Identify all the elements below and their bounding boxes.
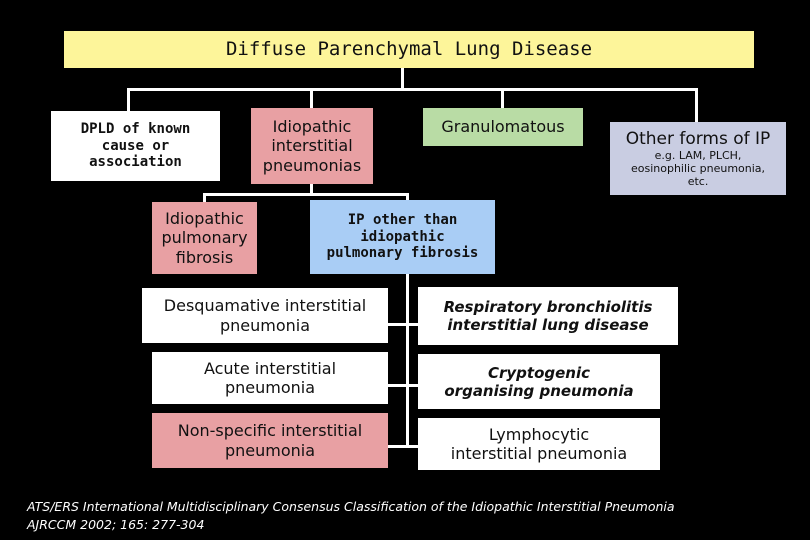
box-detail-line: eosinophilic pneumonia,: [630, 162, 766, 176]
diagram-title-text: Diffuse Parenchymal Lung Disease: [225, 38, 593, 61]
box-text-line: fibrosis: [175, 247, 234, 267]
connector-acute: [388, 384, 419, 387]
box-text-line: Acute interstitial: [203, 358, 337, 378]
box-text-line: pulmonary fibrosis: [326, 245, 479, 262]
box-text-line: organising pneumonia: [444, 381, 634, 400]
box-text-line: pneumonia: [224, 440, 316, 460]
box-respiratory-bronchiolitis-ild: [418, 287, 678, 345]
box-text-line: IP other than: [347, 211, 458, 228]
box-text-line: Idiopathic: [165, 209, 244, 229]
box-text-line: association: [89, 154, 182, 171]
box-other-forms-of-ip: [610, 122, 786, 195]
box-lymphocytic-interstitial-pneumonia: [418, 418, 660, 470]
connector-desquamative: [388, 323, 419, 326]
citation-line: ATS/ERS International Multidisciplinary Consensus Classification of the Idiopathic Interstitial Pneumonia: [27, 499, 675, 514]
box-desquamative-interstitial-pneumonia: [142, 288, 388, 343]
box-text-line: Desquamative interstitial: [163, 296, 367, 316]
box-text-line: pneumonias: [262, 155, 362, 175]
connector-granulomatous: [501, 88, 504, 109]
connector-known: [127, 88, 130, 112]
box-heading: Other forms of IP: [625, 128, 771, 149]
box-detail-line: e.g. LAM, PLCH,: [654, 148, 742, 162]
connector-top-horizontal: [127, 88, 698, 91]
citation: [27, 498, 675, 534]
connector-iip: [310, 88, 313, 109]
box-text-line: Idiopathic: [272, 117, 352, 137]
box-dpld-known-cause: [51, 111, 220, 181]
box-idiopathic-pulmonary-fibrosis: [152, 202, 257, 274]
connector-other: [695, 88, 698, 123]
connector-nonspecific: [388, 445, 419, 448]
box-text-line: Non-specific interstitial: [177, 421, 363, 441]
box-non-specific-interstitial-pneumonia: [152, 413, 388, 468]
connector-title-stem: [401, 68, 404, 90]
box-text-line: DPLD of known: [80, 120, 191, 137]
box-text-line: pulmonary: [161, 228, 248, 248]
connector-ip-other-trunk: [406, 274, 409, 447]
box-text-line: idiopathic: [360, 228, 445, 245]
box-text-line: cause or: [101, 137, 170, 154]
box-text-line: interstitial pneumonia: [450, 444, 628, 463]
box-granulomatous: [423, 108, 583, 146]
box-text-line: interstitial: [271, 136, 353, 156]
box-text-line: interstitial lung disease: [447, 316, 649, 334]
box-text-line: Cryptogenic: [487, 363, 591, 382]
box-ip-other-than-ipf: [310, 200, 495, 274]
box-text-line: Lymphocytic: [488, 424, 590, 444]
box-acute-interstitial-pneumonia: [152, 352, 388, 404]
box-idiopathic-interstitial-pneumonias: [251, 108, 373, 184]
box-text-line: pneumonia: [219, 315, 311, 335]
box-detail-line: etc.: [687, 175, 709, 189]
citation-line: AJRCCM 2002; 165: 277-304: [27, 517, 205, 532]
diagram-title: [64, 31, 754, 68]
box-text-line: pneumonia: [224, 378, 316, 397]
box-text-line: Granulomatous: [441, 117, 565, 137]
box-cryptogenic-organising-pneumonia: [418, 354, 660, 409]
box-text-line: Respiratory bronchiolitis: [443, 298, 653, 316]
connector-iip-horizontal: [203, 193, 409, 196]
